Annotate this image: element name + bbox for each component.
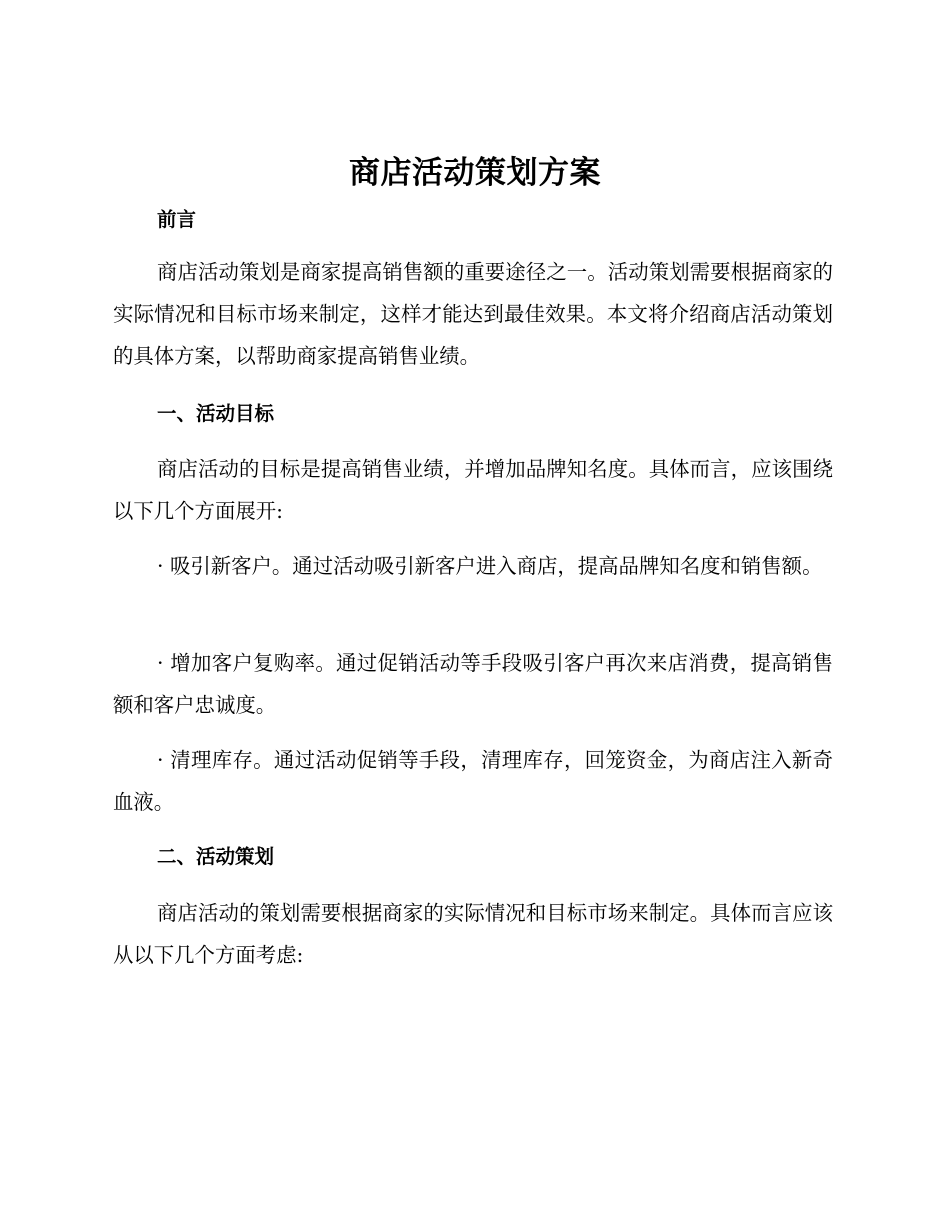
section-2-paragraph: 商店活动的策划需要根据商家的实际情况和目标市场来制定。具体而言应该从以下几个方面考虑: <box>113 901 833 967</box>
section-1-heading: 一、活动目标 <box>157 402 275 425</box>
preface-paragraph: 商店活动策划是商家提高销售额的重要途径之一。活动策划需要根据商家的实际情况和目标市场来制定，这样才能达到最佳效果。本文将介绍商店活动策划的具体方案，以帮助商家提高销售业绩。 <box>113 260 833 368</box>
section-1-paragraph: 商店活动的目标是提高销售业绩，并增加品牌知名度。具体而言，应该围绕以下几个方面展开: <box>113 457 833 523</box>
section-2-heading: 二、活动策划 <box>157 845 275 868</box>
bullet-item-repurchase-rate: · 增加客户复购率。通过促销活动等手段吸引客户再次来店消费，提高销售额和客户忠诚度。 <box>113 651 833 717</box>
bullet-item-clear-inventory: · 清理库存。通过活动促销等手段，清理库存，回笼资金，为商店注入新奇血液。 <box>113 748 833 814</box>
bullet-item-new-customers: · 吸引新客户。通过活动吸引新客户进入商店，提高品牌知名度和销售额。 <box>157 554 823 578</box>
preface-heading: 前言 <box>157 208 197 231</box>
document-title: 商店活动策划方案 <box>349 155 601 191</box>
